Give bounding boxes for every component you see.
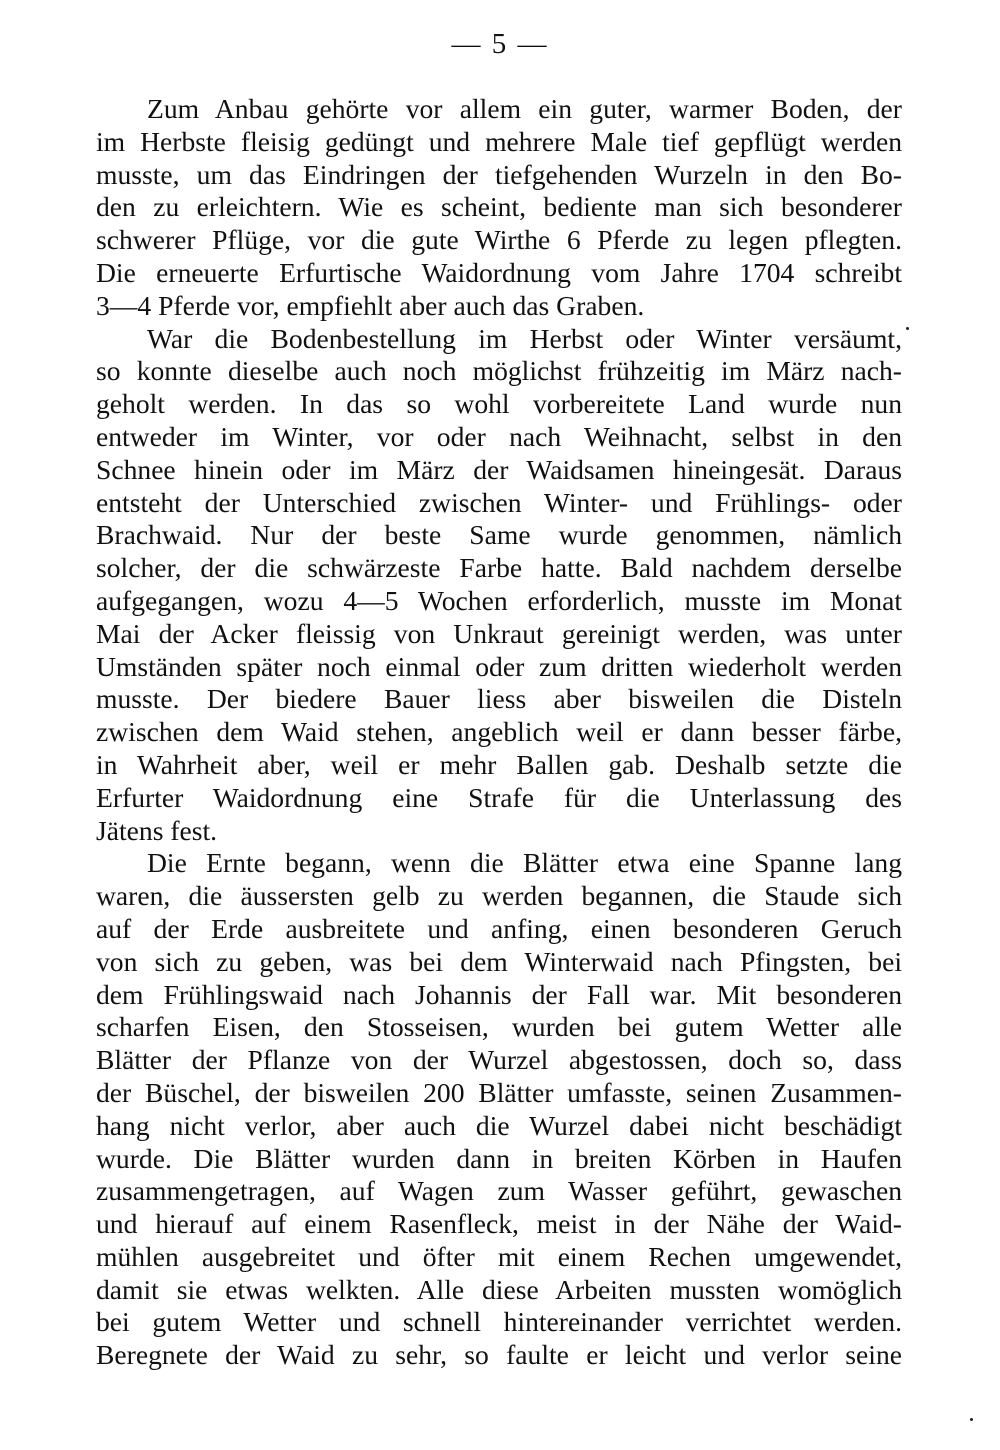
text-line: zusammengetragen, auf Wagen zum Wasser geführt, gewaschen	[96, 1175, 902, 1207]
paragraph-1	[96, 93, 902, 323]
paragraph-2	[96, 323, 902, 848]
print-speck	[970, 1418, 973, 1421]
text-line: bei gutem Wetter und schnell hintereinander verrichtet werden.	[96, 1306, 902, 1338]
text-line: aufgegangen, wozu 4—5 Wochen erforderlich, musste im Monat	[96, 584, 902, 616]
text-line: und hierauf auf einem Rasenfleck, meist in der Nähe der Waid-	[96, 1208, 902, 1240]
text-line: Umständen später noch einmal oder zum dritten wiederholt werden	[96, 650, 902, 682]
text-line: auf der Erde ausbreitete und anfing, einen besonderen Geruch	[96, 912, 902, 944]
text-line: Die erneuerte Erfurtische Waidordnung vom Jahre 1704 schreibt	[96, 256, 902, 288]
text-line: mühlen ausgebreitet und öfter mit einem Rechen umgewendet,	[96, 1240, 902, 1272]
text-line: Die Ernte begann, wenn die Blätter etwa eine Spanne lang	[147, 847, 902, 879]
text-line: zwischen dem Waid stehen, angeblich weil er dann besser färbe,	[96, 716, 902, 748]
text-line: Erfurter Waidordnung eine Strafe für die Unterlassung des	[96, 781, 902, 813]
text-line: Brachwaid. Nur der beste Same wurde genommen, nämlich	[96, 519, 902, 551]
text-line: Schnee hinein oder im März der Waidsamen hineingesät. Daraus	[96, 453, 902, 485]
text-line: scharfen Eisen, den Stosseisen, wurden bei gutem Wetter alle	[96, 1011, 902, 1043]
text-line: von sich zu geben, was bei dem Winterwaid nach Pfingsten, bei	[96, 945, 902, 977]
body-text	[96, 93, 902, 1372]
text-line: damit sie etwas welkten. Alle diese Arbeiten mussten womöglich	[96, 1273, 902, 1305]
text-line: entsteht der Unterschied zwischen Winter- und Frühlings- oder	[96, 486, 902, 518]
text-line: Zum Anbau gehörte vor allem ein guter, warmer Boden, der	[147, 93, 902, 124]
text-line: musste. Der biedere Bauer liess aber bisweilen die Disteln	[96, 683, 902, 715]
text-line: Jätens fest.	[96, 814, 218, 846]
text-line: in Wahrheit aber, weil er mehr Ballen gab. Deshalb setzte die	[96, 748, 902, 780]
text-line: waren, die äussersten gelb zu werden begannen, die Staude sich	[96, 880, 902, 912]
paragraph-3	[96, 847, 902, 1372]
text-line: dem Frühlingswaid nach Johannis der Fall war. Mit besonderen	[96, 978, 902, 1010]
text-line: Mai der Acker fleissig von Unkraut gereinigt werden, was unter	[96, 617, 902, 649]
text-line: entweder im Winter, vor oder nach Weihnacht, selbst in den	[96, 420, 902, 452]
page-number: — 5 —	[451, 28, 549, 60]
text-line: War die Bodenbestellung im Herbst oder Winter versäumt,	[147, 322, 902, 354]
text-line: Blätter der Pflanze von der Wurzel abgestossen, doch so, dass	[96, 1044, 902, 1076]
text-line: solcher, der die schwärzeste Farbe hatte. Bald nachdem derselbe	[96, 552, 902, 584]
text-line: so konnte dieselbe auch noch möglichst frühzeitig im März nach-	[96, 355, 902, 387]
text-line: 3—4 Pferde vor, empfiehlt aber auch das Graben.	[96, 289, 645, 321]
text-line: im Herbste fleisig gedüngt und mehrere Male tief gepflügt werden	[96, 125, 902, 157]
text-line: der Büschel, der bisweilen 200 Blätter umfasste, seinen Zusammen-	[96, 1076, 902, 1108]
text-line: wurde. Die Blätter wurden dann in breiten Körben in Haufen	[96, 1142, 902, 1174]
text-line: musste, um das Eindringen der tiefgehenden Wurzeln in den Bo-	[96, 158, 902, 190]
text-line: schwerer Pflüge, vor die gute Wirthe 6 Pferde zu legen pflegten.	[96, 224, 902, 256]
text-line: den zu erleichtern. Wie es scheint, bediente man sich besonderer	[96, 191, 902, 223]
text-line: geholt werden. In das so wohl vorbereitete Land wurde nun	[96, 388, 902, 420]
text-line: hang nicht verlor, aber auch die Wurzel dabei nicht beschädigt	[96, 1109, 902, 1141]
text-line: Beregnete der Waid zu sehr, so faulte er leicht und verlor seine	[96, 1339, 902, 1371]
print-speck	[906, 327, 909, 330]
